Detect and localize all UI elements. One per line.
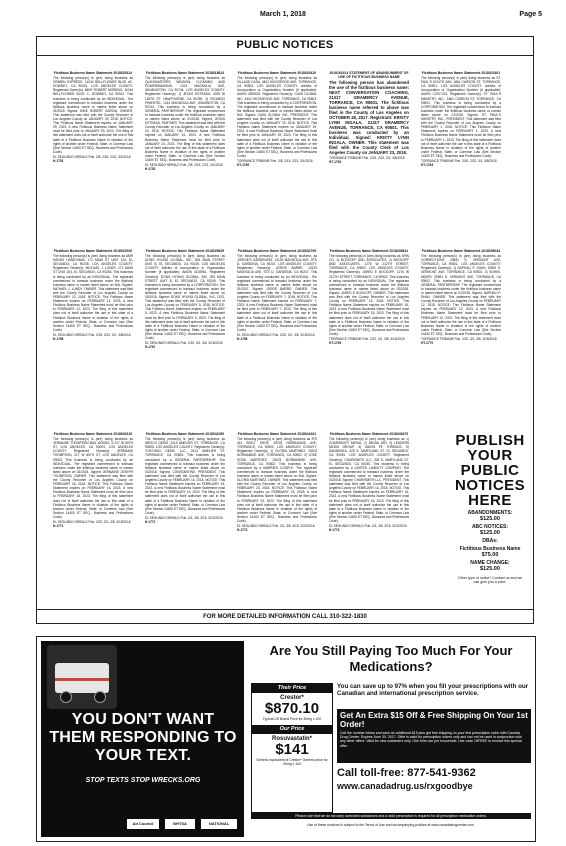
- notice: [145, 71, 225, 171]
- notice-pub: EL SEGUNDO HERALD Pub. 2/22, 3/1, 3/8, 3/15/2018: [145, 341, 223, 346]
- wheel-icon: [94, 691, 106, 703]
- price-label: NAME CHANGE:: [470, 560, 510, 566]
- psa-subline: STOP TEXTS STOP WRECKS.ORG: [85, 777, 201, 784]
- publish-notices-box: [455, 433, 525, 613]
- notice-title: Fictitious Business Name Statement 2018041050: [145, 432, 225, 436]
- notice-body: The following person(s) is (are) doing business as DONG HYUNG GLOBAL, INC, 305 MAIN STREET UNIT B, EL SEGUNDO, CA 90245. LOS ANGELES COUNTY. Articles of Incorporation or Organization Number (if applicable): AI#ON 4115951. Registered Owner(s): DONG HYUNG GLOBAL, INC, 305 MAIN STREET UNIT B, EL SEGUNDO, CA 90245. This business is being conducted by a CORPORATION. The registrant commenced to transact business under the fictitious business name or names listed above on 03/2016. Signed: DONG HYUNG GLOBAL, INC, CEO. This statement was filed with the County Recorder of Los Angeles County on FEBRUARY 5, 2018. NOTICE: This Fictitious Name Statement expires on FEBRUARY 5, 2023. A new Fictitious Business Name Statement must be filed prior to FEBRUARY 5, 2023. The filing of this statement does not of itself authorize the use in this state of a Fictitious Business Name in violation of the rights of another under Federal, State, or Common Law (See Section 14400 ET SEQ., Business and Professions Code).: [145, 254, 225, 340]
- terms-note: Use of these services is subject to the Terms of Use and accompanying policies at www.canadadrugcenter.com.: [307, 823, 475, 827]
- notice-number: HT-1763: [329, 160, 342, 165]
- notice: [421, 71, 501, 167]
- notice-title: Fictitious Business Name Statement 2018020314: [53, 71, 133, 75]
- notice-title: 2018161614 STATEMENT OF ABANDONMENT OF USE OF FICTITIOUS BUSINESS NAME: [329, 71, 409, 80]
- page-header: [24, 11, 542, 21]
- notice-number: H-1766: [53, 336, 64, 341]
- notice-body: The following person(s) is (are) doing business as 1) CHARISMITH MEDIA, 2) MEDIA ANY 3) LEADERS MEDIA GROUP, 4) SANTA FE THREADS, 5) DANDENKA, 325 S. MARYLAND ST, EL SEGUNDO, CA 90245. LOS ANGELES COUNTY. Registered Owner(s): CHARISMITH LLC, 325 S. MARYLAND ST, EL SEGUNDO, CA 90245. This business is being conducted by a LIMITED LIABILITY COMPANY. The registrant commenced to transact business under the fictitious business name or names listed above on 02/2018. Signed: CHARISMITH LLC, PRESIDENT. This statement was filed with the County Recorder of Los Angeles County on FEBRUARY 16, 2018. NOTICE: This Fictitious Name Statement expires on FEBRUARY 16, 2023. A new Fictitious Business Name Statement must be filed prior to FEBRUARY 16, 2023. The filing of this statement does not of itself authorize the use in this state of a Fictitious Business Name in violation of the rights of another under Federal, State, or Common Law (See Section 14400 ET SEQ., Business and Professions Code).: [329, 437, 409, 523]
- notice-pub: EL SEGUNDO HERALD Pub. 2/8, 2/15, 2/22, 3/1/2018: [53, 154, 131, 159]
- notice-pub: TORRANCE TRIBUNE Pub. 2/22, 3/1, 3/8, 3/15/2018: [329, 336, 405, 341]
- price-value: $125.00: [480, 566, 500, 572]
- notice-pub: EL SEGUNDO HERALD Pub. 3/1, 3/8, 3/15, 3/22/2018: [237, 524, 315, 529]
- disclaimer: Please note that we do not carry controlled substances and a valid prescription is required for all prescription medication orders.: [251, 813, 531, 819]
- notice-number: H-1773: [237, 528, 248, 533]
- price-label: Fictitious Business Name: [459, 546, 521, 552]
- notice: [53, 432, 133, 528]
- publish-heading: PUBLISH YOUR PUBLIC NOTICES HERE: [455, 432, 526, 509]
- psa-logos: [47, 817, 239, 836]
- notice-number: H-1768: [237, 336, 248, 341]
- notice-pub: TORRANCE TRIBUNE Pub. 2/15, 2/22, 3/1, 3/8/2018: [329, 156, 405, 161]
- notice-number: HT-1769: [329, 341, 342, 346]
- notice-title: Fictitious Business Name Statement 2018035641: [329, 249, 409, 253]
- title-rule: [37, 55, 533, 56]
- issue-date: March 1, 2018: [260, 11, 306, 18]
- our-note: Generic equivalent of Crestor* Generic price for 40mg x 100: [256, 758, 328, 766]
- their-brand: Crestor*: [280, 695, 304, 701]
- notice: [329, 249, 409, 345]
- notice-pub: TORRANCE TRIBUNE Pub. 2/22, 3/1, 3/8, 3/15/2018: [421, 336, 497, 341]
- notice-body: The following person(s) is (are) doing business as SPIN CO, 1) BOCKOFF AND ASSOCIATES, 2) BOCKOFF AND ASSOCIATES, 1276 W 212TH STREET, TORRANCE, CA 90502. LOS ANGELES COUNTY. Registered Owner(s): JARED E BOCKOFF, 1276 W 212TH STREET, TORRANCE, CA 90502. This business is being conducted by an INDIVIDUAL. The registrant commenced to transact business under the fictitious business name or names listed above on 02/2018. Signed: JARED E BOCKOFF, OWNER. This statement was filed with the County Recorder of Los Angeles County on FEBRUARY 15, 2018. NOTICE: This Fictitious Name Statement expires on FEBRUARY 15, 2023. A new Fictitious Business Name Statement must be filed prior to FEBRUARY 15, 2023. The filing of this statement does not of itself authorize the use in this state of a Fictitious Business Name in violation of the rights of another under Federal, State, or Common Law (See Section 14400 ET SEQ., Business and Professions Code).: [329, 254, 409, 336]
- website-link[interactable]: www.canadadrug.us/rxgoodbye: [337, 781, 473, 791]
- price-label: DBAs:: [482, 538, 498, 544]
- notice-number: H-1774: [329, 528, 340, 533]
- notice: [53, 71, 133, 163]
- footer-info: FOR MORE DETAILED INFORMATION CALL 310-322-1830: [203, 614, 367, 620]
- their-price-label: Their Price: [252, 684, 332, 693]
- page-number: Page 5: [519, 11, 542, 18]
- notice-number: H-1752: [145, 167, 156, 172]
- notice-pub: EL SEGUNDO HERALD Pub. 3/1, 3/8, 3/15, 3/22/2018: [145, 515, 223, 520]
- savings-text: You can save up to 97% when you fill your prescriptions with our Canadian and international prescription service.: [337, 683, 529, 698]
- notice-pub: EL SEGUNDO HERALD Pub. 2/15, 2/22, 3/1, 3/8/2018: [53, 332, 131, 337]
- notice: [329, 432, 409, 532]
- our-price-label: Our Price: [252, 725, 332, 734]
- notice-pub: EL SEGUNDO HERALD Pub. 2/8, 2/15, 2/22, 3/1/2018: [145, 163, 223, 168]
- notice-title: Fictitious Business Name Statement 2018036044: [421, 249, 501, 253]
- notice-number: H-1771: [53, 524, 64, 529]
- notice-body: The following person(s) is (are) doing business as WESCO GEMS, 2413 AMELIER ST, TORRANCE, CA 90505. LOS ANGELES COUNTY. Registered Owner(s): YOKYUNG GEMS, LLC, 2413 AMELIER ST, TORRANCE, CA 90505. This business is being conducted by a GENERAL PARTNERSHIP. The registrant commenced to transact business under the fictitious business name or names listed above on 02/2018. Signed: CONSTANTINE, PRESIDENT. This statement was filed with the County Recorder of Los Angeles County on FEBRUARY 15, 2018. NOTICE: This Fictitious Name Statement expires on FEBRUARY 15, 2023. A new Fictitious Business Name Statement must be filed prior to FEBRUARY 15, 2023. The filing of this statement does not of itself authorize the use in this state of a Fictitious Business Name in violation of the rights of another under Federal, State, or Common Law (See Section 14400 ET SEQ., Business and Professions Code).: [145, 437, 225, 515]
- notice-pub: EL SEGUNDO HERALD Pub. 2/22, 3/1, 3/8, 3/15/2018: [53, 519, 131, 524]
- notice: [237, 249, 317, 341]
- notice-body: The following person(s) is (are) doing business as AMR HANDS HANDYMAN, 171 MAIN ST UNIT 104, EL SEGUNDO, CA 90245. LOS ANGELES COUNTY. Registered Owner(s): MICHAEL J. LUNDY, 171 MAIN ST UNIT 104, EL SEGUNDO, CA 90245. This business is being conducted by an INDIVIDUAL. The registrant commenced to transact business under the fictitious business name or names listed above on N/A. Signed: MICHAEL J. LUNDY, OWNER. This statement was filed with the County Recorder of Los Angeles County on FEBRUARY 12, 2018. NOTICE: This Fictitious Name Statement expires on FEBRUARY 12, 2023. A new Fictitious Business Name Statement must be filed prior to FEBRUARY 12, 2023. The filing of this statement does not of itself authorize the use in this state of a Fictitious Business Name in violation of the rights of another under Federal, State, or Common Law (See Section 14400 ET SEQ., Business and Professions Code).: [53, 254, 133, 332]
- offer-detail: Call the number below and save an additional $15 plus get free shipping on your first prescription order with Canada Drug Center. Expires June 30, 2017. Offer is valid for prescription orders only and can not be used in conjunction with any other offers. Valid for new customers only. One time use per household. Use code 15FREE to receive this special offer.: [340, 731, 522, 748]
- notice-title: Fictitious Business Name Statement 2018045470: [329, 432, 409, 436]
- their-note: Typical US Brand Price for 40mg x 100: [262, 717, 322, 721]
- notice-title: Fictitious Business Name Statement 2018022020: [53, 249, 133, 253]
- ad-council-logo: Ad Council: [127, 819, 159, 829]
- safety-logo: NATIONAL SAFETY: [201, 819, 237, 829]
- notice-number: HT-1760: [237, 163, 250, 168]
- price-comparison: [251, 683, 333, 813]
- public-notices-section: [36, 36, 534, 624]
- notice: [237, 71, 317, 167]
- notice: [421, 249, 501, 345]
- notice-body: The following person(s) is (are) doing business as JERMAINE THOMPSON BAIL BONDS, 5 217 W 80TH ST, LOS ANGELES, CA 90003. LOS ANGELES COUNTY. Registered Owner(s): JERMAINE THOMPSON, 217 W 80TH ST, LOS ANGELES, CA 90003. This business is being conducted by an INDIVIDUAL. The registrant commenced to transact business under the fictitious business name or names listed above on 02/2018. Signed: JERMAINE JOSEPH THOMPSON, OWNER. This statement was filed with the County Recorder of Los Angeles County on FEBRUARY 16, 2018. NOTICE: This Fictitious Name Statement expires on FEBRUARY 16, 2023. A new Fictitious Business Name Statement must be filed prior to FEBRUARY 16, 2023. The filing of this statement does not of itself authorize the use in this state of a Fictitious Business Name in violation of the rights of another under Federal, State, or Common Law (See Section 14400 ET SEQ., Business and Professions Code).: [53, 437, 133, 519]
- offer-heading: Get An Extra $15 Off & Free Shipping On Your 1st Order!: [340, 711, 528, 729]
- wheel-icon: [60, 691, 72, 703]
- price-value: $125.00: [480, 516, 500, 522]
- price-label: ABC NOTICES:: [471, 524, 509, 530]
- notice-number: H-1767: [145, 345, 156, 350]
- notice: [145, 249, 225, 349]
- notice-number: H-1772: [145, 519, 156, 524]
- ambulance-stripe: [55, 678, 109, 681]
- notice-title: Fictitious Business Name Statement 2018040315: [53, 432, 133, 436]
- phone-number[interactable]: Call toll-free: 877-541-9362: [337, 767, 476, 779]
- notice-body: The following person(s) is (are) doing business as JORGIE'S GARDENING, 13129 MAGNOLIA AVE, STE D, GARDENA, CA 90247. LOS ANGELES COUNTY. Registered Owner(s): JORGE BARRE, 13129 MAGNOLIA AVE, STE D, GARDENA, CA 90247. This business is being conducted by an INDIVIDUAL. The registrant commenced to transact business under the fictitious business name or names listed above on 01/2007. Signed: JORGE BARRE, OWNER. This statement was filed with the County Recorder of Los Angeles County on FEBRUARY 7, 2018. NOTICE: This Fictitious Name Statement expires on FEBRUARY 7, 2023. A new Fictitious Business Name Statement must be filed prior to FEBRUARY 7, 2023. The filing of this statement does not of itself authorize the use in this state of a Fictitious Business Name in violation of the rights of another under Federal, State, or Common Law (See Section 14400 ET SEQ., Business and Professions Code).: [237, 254, 317, 332]
- their-amount: $870.10: [264, 700, 320, 717]
- nhtsa-logo: NHTSA: [165, 819, 195, 829]
- notice-pub: TORRANCE TRIBUNE Pub. 2/15, 2/22, 3/1, 3/8/2018: [421, 158, 497, 163]
- notice-number: HT-1764: [421, 163, 434, 168]
- price-label: ABANDONMENTS:: [467, 510, 513, 516]
- notice-title: Fictitious Business Name Statement 2018018614: [145, 71, 225, 75]
- notice: [145, 432, 225, 524]
- notice-title: Fictitious Business Name Statement 2018025629: [145, 249, 225, 253]
- our-amount: $141: [275, 741, 309, 758]
- ad-title: Are You Still Paying Too Much For Your Medications?: [269, 643, 513, 674]
- notice-pub: EL SEGUNDO HERALD Pub. 2/22, 3/1, 3/8, 3/15/2018: [237, 332, 315, 337]
- notice-number: HT-1770: [421, 341, 434, 346]
- psa-headline: YOU DON'T WANT THEM RESPONDING TO YOUR TEXT.: [49, 711, 237, 764]
- footer-rule: [37, 609, 533, 610]
- advertisement: [36, 636, 536, 842]
- notice: [53, 249, 133, 341]
- notice-pub: TORRANCE TRIBUNE Pub. 2/8, 2/15, 2/22, 3/1/2018: [237, 158, 313, 163]
- notice-body: The following person(s) is (are) doing business as ST. PAUL'S SOUTH BAY, 1861 CARSON ST, TORRANCE, CA 90501. LOS ANGELES COUNTY. Articles of Incorporation or Organization Number (if applicable): AI#ON C2317219. Registered Owner(s): ST. PAUL'S MINISTRY, INC., 1861 CARSON ST, TORRANCE, CA 90501. This business is being conducted by a CORPORATION. The registrant commenced to transact business under the fictitious business name or names listed above on 01/2018. Signed: ST. PAUL'S MINISTRY, INC., PRESIDENT. This statement was filed with the County Recorder of Los Angeles County on FEBRUARY 1, 2018. NOTICE: This Fictitious Name Statement expires on FEBRUARY 1, 2023. A new Fictitious Business Name Statement must be filed prior to FEBRUARY 1, 2023. The filing of this statement does not of itself authorize the use in this state of a Fictitious Business Name in violation of the rights of another under Federal, State, or Common Law (See Section 14400 ET SEQ., Business and Professions Code).: [421, 76, 501, 158]
- price-value: $125.00: [480, 530, 500, 536]
- notice-number: H-1751: [53, 158, 64, 163]
- notice-title: Fictitious Business Name Statement 2018032799: [237, 249, 317, 253]
- notice-body: The following person(s) is (are) doing business as CORRECTIONS 20891 S. VERMONT AVE, TORRANCE, CA 90502. LOS ANGELES COUNTY. Registered Owner(s): 1) NAPHALI P. SHAH, 20891 S. VERMONT AVE, TORRANCE, CA 90502. 2) SOHEIL MOKRI, 20891 S. VERMONT AVE, TORRANCE, CA 90502. This business is being conducted by a GENERAL PARTNERSHIP. The registrant commenced to transact business under the fictitious business name or names listed above on 01/2018. Signed: NAPHALI P. SHAH, OWNER. This statement was filed with the County Recorder of Los Angeles County on FEBRUARY 12, 2018. NOTICE: This Fictitious Name Statement expires on FEBRUARY 12, 2023. A new Fictitious Business Name Statement must be filed prior to FEBRUARY 12, 2023. The filing of this statement does not of itself authorize the use in this state of a Fictitious Business Name in violation of the rights of another under Federal, State, or Common Law (See Section 14400 ET SEQ., Business and Professions Code).: [421, 254, 501, 336]
- notice-body: The following person(s) is (are) doing business as JFS 413 BODY SHOP, 19203 NORMANDIE AVE, TORRANCE, CA 90502. LOS ANGELES COUNTY. Registered Owner(s): 1) GLORIA MARTINEZ, 19203 NORMANDIE AVE, TORRANCE, CA 90502. 2) JOSE SOSA MARTINEZ, 19203 NORMANDIE AVE, TORRANCE, CA 90502. This business is being conducted by a MARRIED COUPLE. The registrant commenced to transact business under the fictitious business name or names listed above on N/A. Signed: GLORIA MARTINEZ, OWNER. This statement was filed with the County Recorder of Los Angeles County on FEBRUARY 23, 2018. NOTICE: This Fictitious Name Statement expires on FEBRUARY 23, 2023. A new Fictitious Business Name Statement must be filed prior to FEBRUARY 23, 2023. The filing of this statement does not of itself authorize the use in this state of a Fictitious Business Name in violation of the rights of another under Federal, State, or Common Law (See Section 14400 ET SEQ., Business and Professions Code).: [237, 437, 317, 523]
- notice-body: The following person has abandoned the use of the fictitious business name: NEXT CONVERSATION COACHING, 21317 GRAMERCY AVENUE, TORRANCE, CA 90501. The fictitious business name referred to above was filed in the County of Los Angeles on OCTOBER 28, 2017. Registrant: KRISTY LYNN INGALA, 21317 GRAMERCY AVENUE, TORRANCE, CA 90501. This business was conducted by an Individual. Signed: KRISTY LYNN INGALA, OWNER. This statement was filed with the County Clerk of Los Angeles County on JANUARY 23, 2018.: [329, 80, 409, 156]
- ambulance-image: [47, 645, 117, 709]
- publish-note: Other type of notice? Contact us and we can give you a price.: [457, 576, 523, 585]
- notice-title: Fictitious Business Name Statement 2018020410: [237, 71, 317, 75]
- notice: [329, 71, 409, 164]
- offer-box: [337, 709, 531, 763]
- notice-body: The following person(s) is (are) doing business as QUICKMASTERS WINDOW CLEANING AND POWERWASHING, 1314 MAGNOLIA AVE, WILMINGTON, CA 90744. LOS ANGELES COUNTY. Registered Owner(s): 1) JESUS ESTRADA, 4025 W 118TH ST, HAWTHORNE, CA 90250. 2) RICARDO PIMENTEL, 1314 MAGNOLIA AVE, WILMINGTON, CA 90744. This business is being conducted by a GENERAL PARTNERSHIP. The registrant commenced to transact business under the fictitious business name or names listed above on 01/2018. Signed: JESUS ESTRADA, PARTNER. This statement was filed with the County Recorder of Los Angeles County on JANUARY 24, 2018. NOTICE: This Fictitious Name Statement expires on JANUARY 24, 2023. A new Fictitious Business Name Statement must be filed prior to JANUARY 24, 2023. The filing of this statement does not of itself authorize the use in this state of a Fictitious Business Name in violation of the rights of another under Federal, State, or Common Law (See Section 14400 ET SEQ., Business and Professions Code).: [145, 76, 225, 162]
- notice-body: The following person(s) is (are) doing business as VILLAGE CASA, 4402 HIGHGROVE AVE, TORRANCE, CA 90503. LOS ANGELES COUNTY. Articles of Incorporation or Organization Number (if applicable): AI#ON 4393623. Registered Owner(s): CASA GLOBAL INC, 4402 HIGHGROVE AVE, TORRANCE, CA 90503. This business is being conducted by a CORPORATION. The registrant commenced to transact business under the fictitious business name or names listed above on N/A. Signed: CASA GLOBAL INC, PRESIDENT. This statement was filed with the County Recorder of Los Angeles County on JANUARY 29, 2018. NOTICE: This Fictitious Name Statement expires on JANUARY 29, 2023. A new Fictitious Business Name Statement must be filed prior to JANUARY 29, 2023. The filing of this statement does not of itself authorize the use in this state of a Fictitious Business Name in violation of the rights of another under Federal, State, or Common Law (See Section 14400 ET SEQ., Business and Professions Code).: [237, 76, 317, 158]
- notice-body: The following person(s) is (are) doing business as CRIMEN EXPRESS, 11044 BELLFLOWER BLVD #C, DOWNEY, CA 90241. LOS ANGELES COUNTY. Registered Owner(s): MIKE ROBERT MORENO, 11044 BELLFLOWER BLVD C, DOWNEY, CA 90241. This business is being conducted by an INDIVIDUAL. The registrant commenced to transact business under the fictitious business name or names listed above on 01/2018. Signed: MIKE ROBERT GARCIA, OWNER. This statement was filed with the County Recorder of Los Angeles County on JANUARY 29, 2018. NOTICE: This Fictitious Name Statement expires on JANUARY 29, 2023. A new Fictitious Business Name Statement must be filed prior to JANUARY 29, 2023. The filing of this statement does not of itself authorize the use in this state of a Fictitious Business Name in violation of the rights of another under Federal, State, or Common Law (See Section 14400 ET SEQ., Business and Professions Code).: [53, 76, 133, 154]
- price-value: $75.00: [481, 552, 499, 558]
- notice-title: Fictitious Business Name Statement 2018044161: [237, 432, 317, 436]
- notice: [237, 432, 317, 532]
- notice-pub: EL SEGUNDO HERALD Pub. 3/1, 3/8, 3/15, 3/22/2018: [329, 524, 407, 529]
- our-brand: Rosuvastatin*: [271, 736, 312, 742]
- psa-panel: [41, 641, 244, 837]
- notice-title: Fictitious Business Name Statement 2018022401: [421, 71, 501, 75]
- section-title: PUBLIC NOTICES: [236, 39, 334, 51]
